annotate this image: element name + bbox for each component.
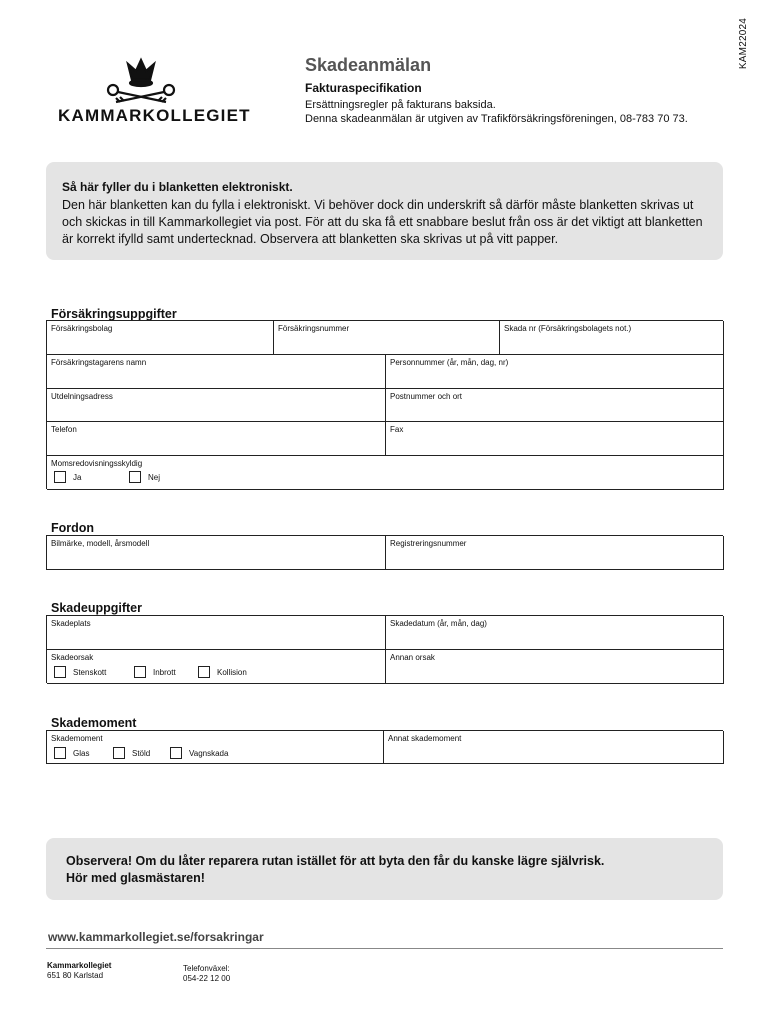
instructions-text: Den här blanketten kan du fylla i elektroniskt. Vi behöver dock din underskrift så därför måste blanketten skrivas ut och skickas in till Kammarkollegiet via post. För att du ska få ett snabbare beslut från oss är det viktigt att blanketten är korrekt ifylld samt undertecknad. Observera att blanketten ska skrivas ut på vitt papper. [62,198,703,246]
checkbox-square[interactable] [134,666,146,678]
vat-field [47,456,724,490]
notice-text [66,853,706,887]
notice-line-1: Observera! Om du låter reparera rutan istället för att byta den får du kanske lägre självrisk. [66,854,605,868]
glas-label: Glas [73,748,90,758]
kollision-checkbox[interactable] [198,666,247,678]
footer-address [47,961,111,981]
notice-line-2: Hör med glasmästaren! [66,871,205,885]
vehicle-grid [46,535,723,570]
glas-checkbox[interactable] [54,747,89,759]
damage-grid [46,615,723,683]
damage-date-label: Skadedatum (år, mån, dag) [390,619,487,628]
instructions-heading: Så här fyller du i blanketten elektroniskt. [62,180,293,194]
vehicle-section-title: Fordon [51,521,95,535]
moment-grid [46,730,723,764]
stold-label: Stöld [132,748,151,758]
company-label: Försäkringsbolag [51,324,113,333]
other-moment-field[interactable] [384,731,724,764]
other-moment-label: Annat skademoment [388,734,462,743]
phone-label: Telefon [51,425,77,434]
personal-number-field[interactable] [386,355,724,389]
phone-field[interactable] [47,422,386,456]
claim-number-label: Skada nr (Försäkringsbolagets not.) [504,324,632,333]
company-field[interactable] [47,321,274,355]
moment-label: Skademoment [51,734,103,743]
damage-date-field[interactable] [386,616,724,650]
logo [58,54,251,130]
form-title: Skadeanmälan [305,55,432,75]
postal-field[interactable] [386,389,724,422]
postal-label: Postnummer och ort [390,392,463,401]
vat-no-label: Nej [148,472,161,482]
checkbox-square[interactable] [113,747,125,759]
checkbox-square[interactable] [54,471,66,483]
insurance-section-title: Försäkringsuppgifter [51,307,177,321]
footer-phone-number: 054-22 12 00 [183,974,231,983]
checkbox-square[interactable] [54,747,66,759]
address-field[interactable] [47,389,386,422]
damage-cause-field [47,650,386,684]
stenskott-checkbox[interactable] [54,666,106,678]
policy-number-field[interactable] [274,321,500,355]
checkbox-square[interactable] [129,471,141,483]
damage-section-title: Skadeuppgifter [51,601,142,615]
insurance-grid [46,320,723,489]
vat-yes-checkbox[interactable] [54,471,81,483]
make-label: Bilmärke, modell, årsmodell [51,539,150,548]
registration-field[interactable] [386,536,724,570]
make-field[interactable] [47,536,386,570]
policy-number-label: Försäkringsnummer [278,324,350,333]
fax-field[interactable] [386,422,724,456]
address-label: Utdelningsadress [51,392,113,401]
inbrott-checkbox[interactable] [134,666,176,678]
damage-cause-label: Skadeorsak [51,653,94,662]
footer-postal: 651 80 Karlstad [47,971,104,980]
holder-name-field[interactable] [47,355,386,389]
moment-section-title: Skademoment [51,716,137,730]
footer-org: Kammarkollegiet [47,961,112,970]
other-cause-field[interactable] [386,650,724,684]
footer-divider [46,948,723,949]
header-line-2: Denna skadeanmälan är utgiven av Trafikförsäkringsföreningen, 08-783 70 73. [305,113,688,125]
footer-phone-label: Telefonväxel: [183,964,230,973]
claim-number-field[interactable] [500,321,724,355]
moment-field [47,731,384,764]
fax-label: Fax [390,425,404,434]
stold-checkbox[interactable] [113,747,150,759]
website-link[interactable]: www.kammarkollegiet.se/forsakringar [48,930,264,944]
checkbox-square[interactable] [170,747,182,759]
form-subtitle: Fakturaspecifikation [305,81,422,95]
vagnskada-label: Vagnskada [189,748,229,758]
personal-number-label: Personnummer (år, mån, dag, nr) [390,358,509,367]
checkbox-square[interactable] [54,666,66,678]
holder-name-label: Försäkringstagarens namn [51,358,147,367]
registration-label: Registreringsnummer [390,539,467,548]
instructions-box [46,162,723,260]
inbrott-label: Inbrott [153,667,176,677]
other-cause-label: Annan orsak [390,653,435,662]
checkbox-square[interactable] [198,666,210,678]
vat-no-checkbox[interactable] [129,471,160,483]
footer-phone [183,964,230,984]
damage-place-label: Skadeplats [51,619,91,628]
vat-label: Momsredovisningsskyldig [51,459,143,468]
logo-wordmark: KAMMARKOLLEGIET [58,106,251,125]
damage-place-field[interactable] [47,616,386,650]
form-code: KAM22024 [738,18,749,70]
stenskott-label: Stenskott [73,667,107,677]
kollision-label: Kollision [217,667,247,677]
header-line-1: Ersättningsregler på fakturans baksida. [305,99,496,111]
crown-keys-icon [58,54,234,106]
notice-box [46,838,723,900]
vagnskada-checkbox[interactable] [170,747,228,759]
header-info [305,98,688,126]
vat-yes-label: Ja [73,472,82,482]
